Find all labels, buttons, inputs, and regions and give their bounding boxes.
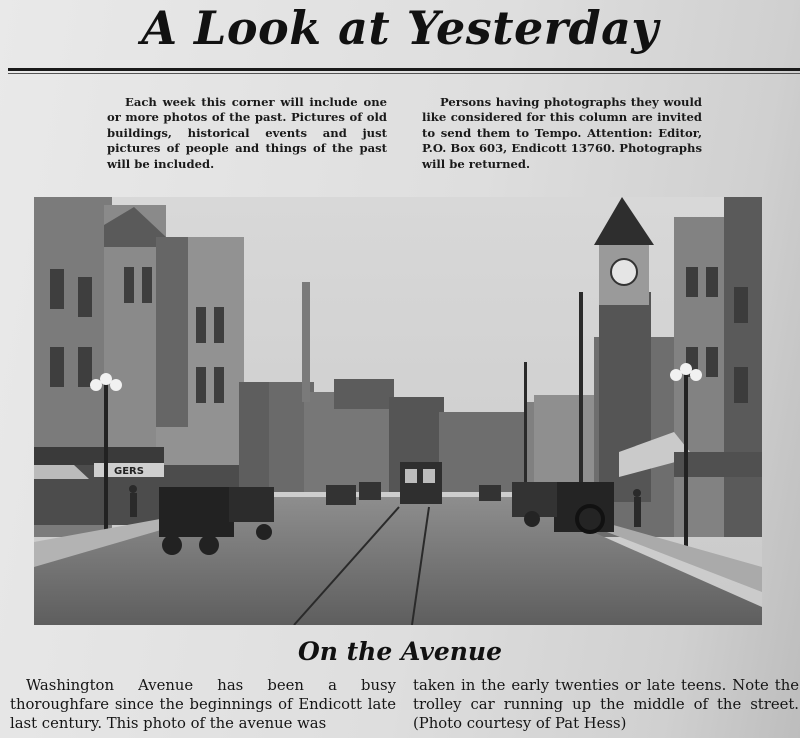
historic-street-photo: [34, 197, 762, 625]
page-headline: A Look at Yesterday: [141, 1, 659, 55]
intro-paragraph-right: Persons having photographs they would like considered for this column are invited to send them to Tempo. Attention: Editor, P.O. Box 603, Endicott 13760. Photographs will be returned.: [422, 95, 702, 171]
trolley-car: [400, 462, 442, 504]
caption-text-right: taken in the early twenties or late teens. Note the trolley car running up the middle of the street. (Photo courtesy of Pat Hess): [413, 677, 799, 732]
vintage-car-right: [512, 482, 614, 532]
headline-rule: [8, 68, 800, 71]
storefront-sign: GERS: [114, 466, 144, 477]
caption-text-left: Washington Avenue has been a busy thoroughfare since the beginnings of Endicott late last century. This photo of the avenue was: [10, 677, 396, 732]
intro-paragraph-left: Each week this corner will include one or more photos of the past. Pictures of old buildings, historical events and just pictures of people and things of the past will be included.: [107, 95, 387, 171]
headline-rule-thin: [8, 73, 800, 74]
photo-caption-title: On the Avenue: [297, 637, 503, 666]
